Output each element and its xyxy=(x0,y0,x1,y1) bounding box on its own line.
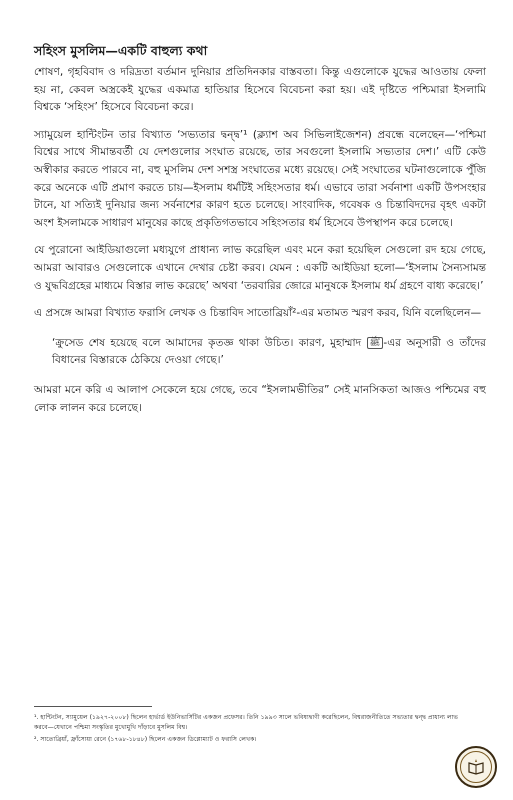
section-heading: সহিংস মুসলিম—একটি বাহুল্য কথা xyxy=(34,43,208,58)
closing-paragraph: আমরা মনে করি এ আলাপ সেকেলে হয়ে গেছে, তবে “ইসলামভীতির” সেই মানসিকতা আজও পশ্চিমের বহু লোক লালন করে চলেছে। xyxy=(34,383,486,414)
paragraph-2: স্যামুয়েল হান্টিংটন তার বিখ্যাত ‘সভ্যতার দ্বন্দ্ব’¹ (ক্ল্যাশ অব সিভিলাইজেশন) প্রবন্ধে বলেছেন—‘পশ্চিমা বিশ্বের সাথে সীমান্তবর্তী যে দেশগুলোর সংঘাত রয়েছে, তার সবগুলো ইসলামি সভ্যতার দেশ।’ এটি কেউ অস্বীকার করতে পারবে না, বহু মুসলিম দেশ সশস্ত্র সংঘাতের মধ্যে রয়েছে। সেই সংঘাতের ঘটনাগুলোকে পুঁজি করে অনেকে এটি প্রমাণ করতে চায়—ইসলাম ধর্মটিই সহিংসতার ধর্ম। এভাবে তারা সর্বনাশা একটি উপসংহার টানে, যা সত্যিই দুনিয়ার জন্য সর্বনাশের কারণ হতে চলেছে। সাংবাদিক, গবেষক ও চিন্তাবিদদের বৃহৎ একটা অংশ ইসলামকে সাধারণ মানুষের কাছে প্রকৃতিগতভাবে সহিংসতার ধর্ম হিসেবে উপস্থাপন করে চলেছে। xyxy=(34,128,486,229)
footnotes xyxy=(34,706,464,747)
paragraph-3: যে পুরোনো আইডিয়াগুলো মধ্যযুগে প্রাধান্য লাভ করেছিল এবং মনে করা হয়েছিল সেগুলো রদ হয়ে গেছে, আমরা আবারও সেগুলোকে এখানে দেখার চেষ্টা করব। যেমন : একটি আইডিয়া হলো—‘ইসলাম সৈন্যসামন্ত ও যুদ্ধবিগ্রহের মাধ্যমে বিস্তার লাভ করেছে’ অথবা ‘তরবারির জোরে মানুষকে ইসলাম ধর্ম গ্রহণে বাধ্য করেছে।’ xyxy=(34,244,486,292)
paragraph-1: শোষণ, গৃহবিবাদ ও দরিদ্রতা বর্তমান দুনিয়ার প্রতিদিনকার বাস্তবতা। কিন্তু এগুলোকে যুদ্ধের আওতায় ফেলা হয় না, কেবল অস্ত্রকেই যুদ্ধের একমাত্র হাতিয়ার হিসেবে বিবেচনা করা হয়। এই দৃষ্টিতে পশ্চিমারা ইসলামি বিশ্বকে ‘সহিংস’ হিসেবে বিবেচনা করে। xyxy=(34,66,486,114)
block-quote xyxy=(52,335,486,370)
quote-text-start: ‘ক্রুসেড শেষ হয়েছে বলে আমাদের কৃতজ্ঞ থাকা উচিত। কারণ, মুহাম্মাদ xyxy=(52,336,362,349)
footnote-2: ². সাতোব্রিয়াঁ, ফ্রাঁসোয়া রেনে (১৭৬৮-১৮৪৮) ছিলেন একজন ডিপ্লোম্যাট ও ফরাসি লেখক। xyxy=(34,736,257,743)
publisher-seal-icon xyxy=(455,746,497,788)
seal-inner-ring xyxy=(460,751,492,783)
page-body xyxy=(34,42,486,427)
paragraph-4: এ প্রসঙ্গে আমরা বিখ্যাত ফরাসি লেখক ও চিন্তাবিদ সাতোব্রিয়াঁ²-এর মতামত স্মরণ করব, যিনি বলেছিলেন— xyxy=(34,307,482,320)
honorific-glyph: ﷺ xyxy=(367,337,384,349)
footnote-divider xyxy=(34,706,152,707)
footnote-1: ¹. হান্টিংটন, স্যামুয়েল (১৯২৭-২০০৮) ছিলেন হার্ভার্ড ইউনিভার্সিটির একজন প্রফেসর। তিনি ১৯৯৩ সালে ভবিষ্যদ্বাণী করেছিলেন, বিশ্বরাজনীতিতে সভ্যতার দ্বন্দ্ব প্রাধান্য লাভ করবে—যেখানে পশ্চিমা সংস্কৃতির মুখোমুখি দাঁড়াবে মুসলিম বিশ্ব। xyxy=(34,714,458,731)
book-emblem-icon xyxy=(467,758,485,776)
quote-text-end: -এর অনুসারী ও তাঁদের বিধানের বিস্তারকে ঠেকিয়ে দেওয়া গেছে।’ xyxy=(52,336,487,367)
